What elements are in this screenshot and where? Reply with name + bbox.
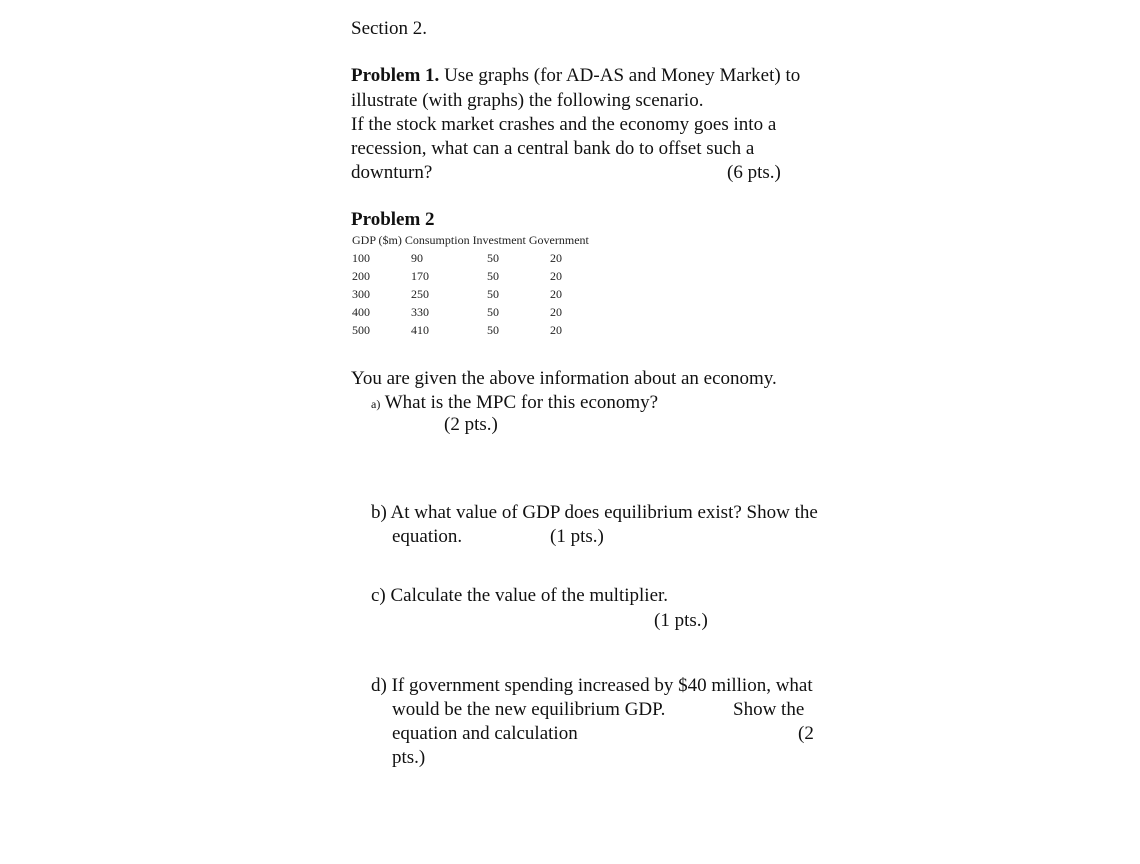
table-cell-investment: 50 xyxy=(487,323,499,337)
table-cell-gdp: 100 xyxy=(352,251,370,265)
problem-1-points: (6 pts.) xyxy=(727,162,781,183)
table-cell-investment: 50 xyxy=(487,305,499,319)
table-cell-consumption: 90 xyxy=(411,251,423,265)
part-a-question xyxy=(371,391,658,416)
problem-2-label: Problem 2 xyxy=(351,209,435,230)
section-title: Section 2. xyxy=(351,18,427,39)
table-cell-government: 20 xyxy=(550,323,562,337)
part-b-line-2: equation. xyxy=(392,526,463,547)
part-a-points: (2 pts.) xyxy=(444,414,498,435)
table-cell-gdp: 200 xyxy=(352,269,370,283)
problem-1-line-2: illustrate (with graphs) the following scenario. xyxy=(351,90,704,111)
table-cell-investment: 50 xyxy=(487,287,499,301)
part-a-text: What is the MPC for this economy? xyxy=(380,392,659,413)
table-cell-gdp: 500 xyxy=(352,323,370,337)
problem-1-line-3: If the stock market crashes and the economy goes into a xyxy=(351,114,777,135)
table-cell-government: 20 xyxy=(550,305,562,319)
part-d-line-2: would be the new equilibrium GDP. xyxy=(392,699,666,720)
problem-1-text-1: Use graphs (for AD-AS and Money Market) to xyxy=(439,65,801,86)
table-cell-gdp: 300 xyxy=(352,287,370,301)
part-d-line-1: d) If government spending increased by $40 million, what xyxy=(371,675,813,696)
part-c-points: (1 pts.) xyxy=(654,610,708,631)
part-b-points: (1 pts.) xyxy=(550,526,604,547)
table-cell-consumption: 170 xyxy=(411,269,429,283)
table-cell-investment: 50 xyxy=(487,269,499,283)
part-a-marker: a) xyxy=(371,397,381,411)
problem-1-line-5: downturn? xyxy=(351,162,433,183)
part-d-line-3-right: (2 xyxy=(798,723,814,744)
table-cell-gdp: 400 xyxy=(352,305,370,319)
problem-1-line-1 xyxy=(351,64,800,88)
table-cell-government: 20 xyxy=(550,251,562,265)
part-b-line-1: b) At what value of GDP does equilibrium exist? Show the xyxy=(371,502,818,523)
part-d-line-3: equation and calculation xyxy=(392,723,578,744)
table-cell-consumption: 330 xyxy=(411,305,429,319)
table-cell-investment: 50 xyxy=(487,251,499,265)
table-cell-government: 20 xyxy=(550,269,562,283)
part-c-line-1: c) Calculate the value of the multiplier. xyxy=(371,585,669,606)
table-header: GDP ($m) Consumption Investment Government xyxy=(352,233,589,247)
problem-1-line-4: recession, what can a central bank do to offset such a xyxy=(351,138,755,159)
problem-1-label: Problem 1. xyxy=(351,65,440,86)
part-d-line-4: pts.) xyxy=(392,747,426,768)
problem-2-intro: You are given the above information about an economy. xyxy=(351,368,777,389)
table-cell-consumption: 410 xyxy=(411,323,429,337)
table-cell-government: 20 xyxy=(550,287,562,301)
part-d-line-2-right: Show the xyxy=(733,699,805,720)
table-cell-consumption: 250 xyxy=(411,287,429,301)
